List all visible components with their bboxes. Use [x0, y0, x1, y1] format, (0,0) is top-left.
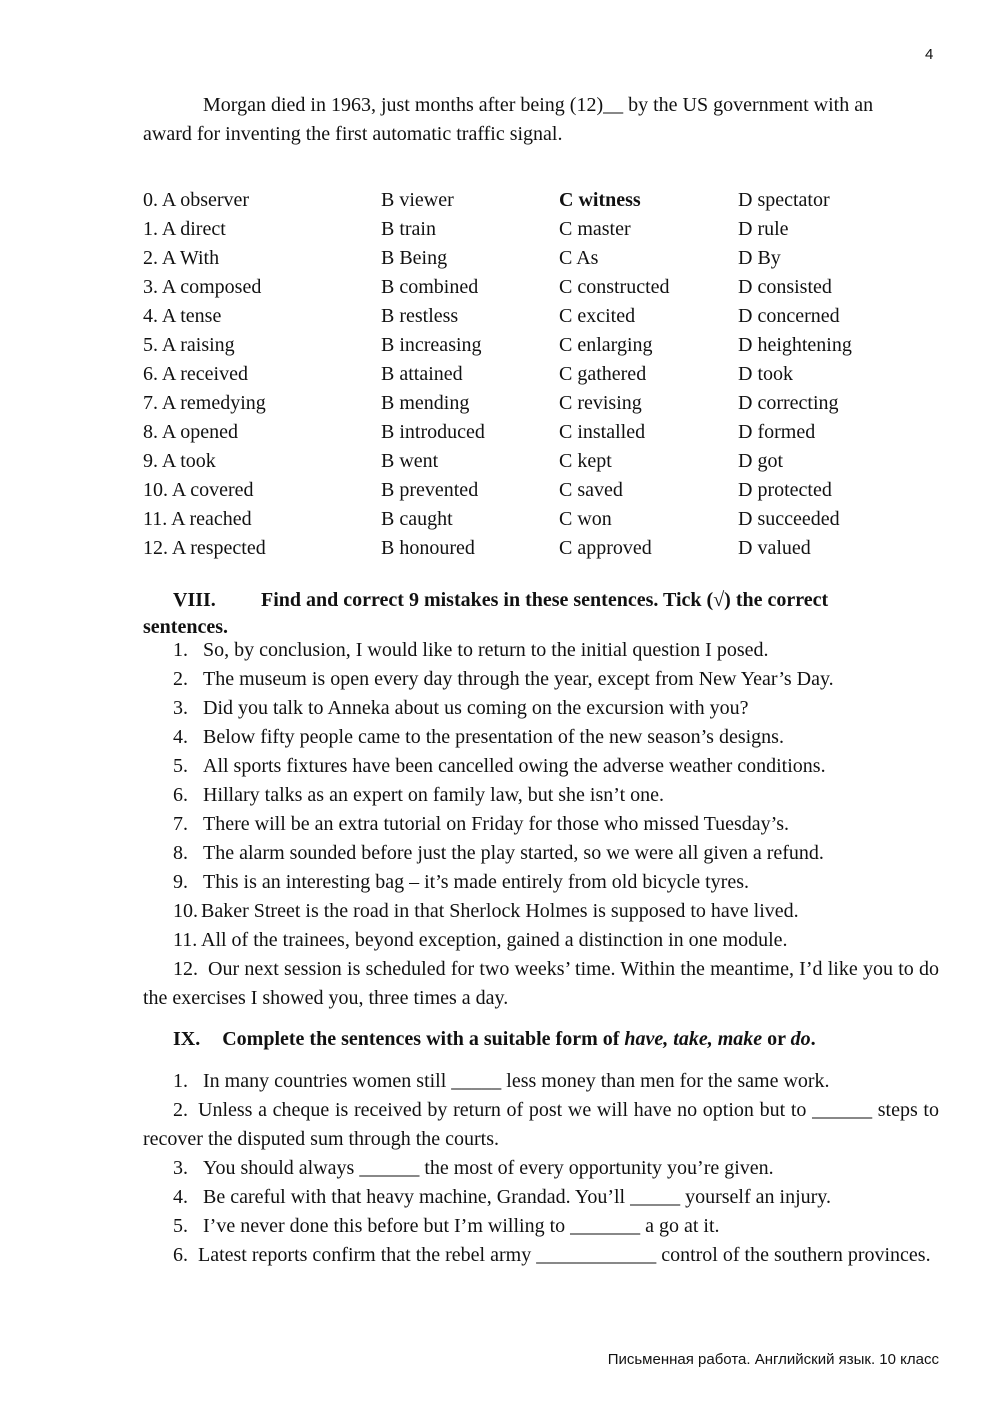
section-9-heading — [143, 1025, 939, 1054]
list-item — [143, 1096, 939, 1154]
option-b: B Being — [381, 247, 448, 269]
item-text: Latest reports confirm that the rebel army ____________ control of the southern provinces. — [198, 1244, 931, 1266]
item-text: Our next session is scheduled for two weeks’ time. Within the meantime, I’d like you to do the exercises I showed you, three times a day. — [143, 958, 939, 1009]
item-number: 2. — [173, 1099, 188, 1121]
option-b: B increasing — [381, 334, 482, 356]
option-d: D got — [738, 450, 783, 472]
section-9-or: or — [762, 1028, 791, 1050]
option-c: C constructed — [559, 276, 670, 298]
item-text: The alarm sounded before just the play started, so we were all given a refund. — [203, 842, 824, 864]
option-b: B attained — [381, 363, 463, 385]
section-8-heading — [143, 586, 939, 615]
list-item — [143, 1241, 939, 1270]
option-c: C revising — [559, 392, 642, 414]
item-text: Hillary talks as an expert on family law, but she isn’t one. — [203, 784, 665, 806]
option-c: C kept — [559, 450, 612, 472]
option-a: 9. A took — [143, 450, 216, 472]
option-b: B caught — [381, 508, 453, 530]
option-c: C approved — [559, 537, 652, 559]
item-number: 5. — [173, 1215, 188, 1237]
option-b: B mending — [381, 392, 470, 414]
item-number: 5. — [173, 755, 188, 777]
option-a: 4. A tense — [143, 305, 222, 327]
item-number: 6. — [173, 1244, 188, 1266]
item-text: I’ve never done this before but I’m willing to _______ a go at it. — [203, 1215, 720, 1237]
item-number: 8. — [173, 842, 188, 864]
option-b: B viewer — [381, 189, 454, 211]
item-number: 4. — [173, 1186, 188, 1208]
option-d: D took — [738, 363, 793, 385]
option-a: 8. A opened — [143, 421, 238, 443]
item-number: 4. — [173, 726, 188, 748]
option-c-answer: C witness — [559, 189, 641, 211]
item-text: This is an interesting bag – it’s made entirely from old bicycle tyres. — [203, 871, 749, 893]
option-b: B restless — [381, 305, 459, 327]
item-text: Below fifty people came to the presentation of the new season’s designs. — [203, 726, 784, 748]
option-d: D spectator — [738, 189, 830, 211]
option-a: 2. A With — [143, 247, 220, 269]
option-d: D protected — [738, 479, 832, 501]
item-number: 9. — [173, 871, 188, 893]
option-a: 1. A direct — [143, 218, 226, 240]
option-a: 3. A composed — [143, 276, 262, 298]
option-a: 10. A covered — [143, 479, 254, 501]
item-text: In many countries women still _____ less money than men for the same work. — [203, 1070, 830, 1092]
option-b: B train — [381, 218, 436, 240]
option-d: D correcting — [738, 392, 839, 414]
option-b: B went — [381, 450, 439, 472]
option-c: C won — [559, 508, 612, 530]
item-text: All sports fixtures have been cancelled owing the adverse weather conditions. — [203, 755, 826, 777]
item-text: There will be an extra tutorial on Friday for those who missed Tuesday’s. — [203, 813, 790, 835]
item-text: You should always ______ the most of every opportunity you’re given. — [203, 1157, 774, 1179]
footer: Письменная работа. Английский язык. 10 класс — [607, 1351, 939, 1368]
section-8-title-2: sentences. — [143, 616, 228, 638]
option-c: C saved — [559, 479, 623, 501]
option-a: 7. A remedying — [143, 392, 266, 414]
option-d: D heightening — [738, 334, 852, 356]
option-d: D concerned — [738, 305, 840, 327]
section-9-number: IX. — [173, 1028, 201, 1050]
option-a: 5. A raising — [143, 334, 235, 356]
item-number: 1. — [173, 1070, 188, 1092]
section-9-verbs: have, take, make — [624, 1028, 763, 1050]
item-text: Unless a cheque is received by return of post we will have no option but to ______ steps to recover the disputed sum through the courts. — [143, 1099, 939, 1150]
option-d: D formed — [738, 421, 816, 443]
option-c: C As — [559, 247, 599, 269]
section-9-end: . — [810, 1028, 816, 1050]
item-number: 12. — [173, 958, 198, 980]
option-d: D consisted — [738, 276, 832, 298]
option-b: B combined — [381, 276, 479, 298]
option-c: C installed — [559, 421, 646, 443]
option-d: D succeeded — [738, 508, 840, 530]
option-d: D rule — [738, 218, 789, 240]
option-c: C enlarging — [559, 334, 653, 356]
option-a: 6. A received — [143, 363, 248, 385]
intro-line-1: Morgan died in 1963, just months after being (12)__ by the US government with an — [203, 94, 874, 116]
option-c: C gathered — [559, 363, 647, 385]
item-number: 10. — [173, 900, 198, 922]
item-text: Baker Street is the road in that Sherlock Holmes is supposed to have lived. — [201, 900, 799, 922]
item-number: 11. — [173, 929, 198, 951]
item-text: The museum is open every day through the year, except from New Year’s Day. — [203, 668, 834, 690]
item-number: 3. — [173, 697, 188, 719]
option-a: 11. A reached — [143, 508, 252, 530]
item-number: 6. — [173, 784, 188, 806]
section-8-title-1: Find and correct 9 mistakes in these sentences. Tick (√) the correct — [261, 589, 829, 611]
option-a: 12. A respected — [143, 537, 266, 559]
option-d: D valued — [738, 537, 811, 559]
intro-line-2: award for inventing the first automatic traffic signal. — [143, 123, 563, 145]
option-b: B honoured — [381, 537, 475, 559]
section-9-title: Complete the sentences with a suitable form of — [222, 1028, 625, 1050]
page-number: 4 — [925, 46, 934, 63]
item-text: So, by conclusion, I would like to return to the initial question I posed. — [203, 639, 769, 661]
item-number: 7. — [173, 813, 188, 835]
option-d: D By — [738, 247, 781, 269]
option-c: C master — [559, 218, 631, 240]
section-8-number: VIII. — [173, 589, 216, 611]
section-9-do: do — [790, 1028, 811, 1050]
item-number: 3. — [173, 1157, 188, 1179]
item-number: 1. — [173, 639, 188, 661]
item-number: 2. — [173, 668, 188, 690]
option-a: 0. A observer — [143, 189, 250, 211]
item-text: Did you talk to Anneka about us coming on the excursion with you? — [203, 697, 749, 719]
list-item — [143, 955, 939, 1013]
item-text: Be careful with that heavy machine, Grandad. You’ll _____ yourself an injury. — [203, 1186, 831, 1208]
item-text: All of the trainees, beyond exception, gained a distinction in one module. — [201, 929, 788, 951]
option-b: B prevented — [381, 479, 479, 501]
option-b: B introduced — [381, 421, 485, 443]
option-c: C excited — [559, 305, 636, 327]
